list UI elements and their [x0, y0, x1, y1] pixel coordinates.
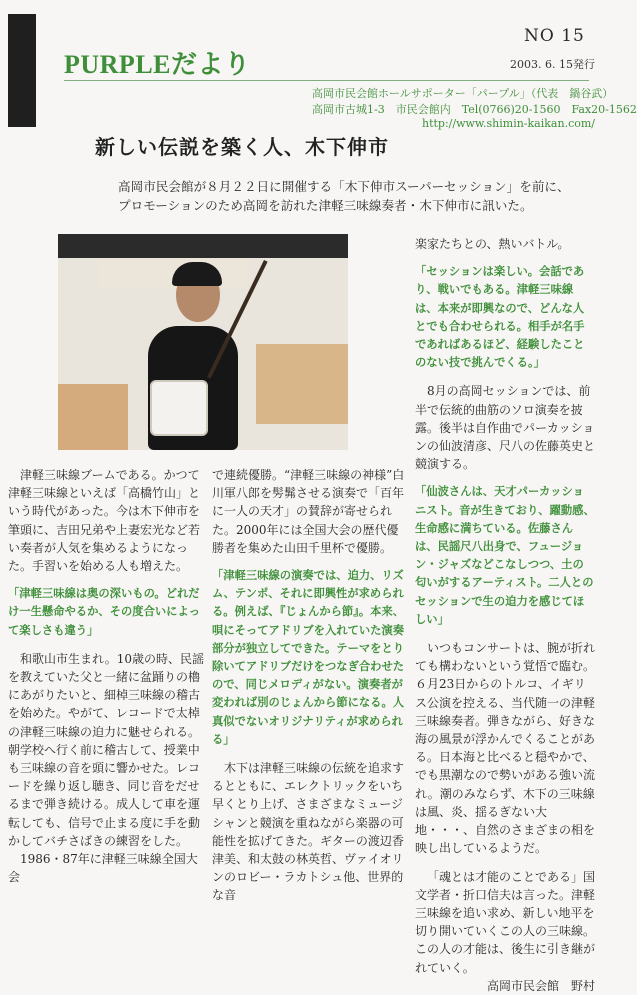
- photo-chair-left: [58, 384, 128, 450]
- masthead-black-bar: [8, 14, 36, 127]
- col1-quote-1: 「津軽三味線は奥の深いもの。どれだけ一生懸命やるか、その度合いによって楽しさも違う」: [8, 587, 201, 637]
- article-column-2: [212, 466, 409, 905]
- col1-paragraph-1: 津軽三味線ブームである。かつて津軽三味線といえば「高橋竹山」という時代があった。今は木下伸市を筆頭に、吉田兄弟や上妻宏光など若い奏者が人気を集めるようになった。手習いを始める人も増えた。: [8, 468, 201, 574]
- website-link[interactable]: http://www.shimin-kaikan.com/: [422, 117, 595, 130]
- col1-paragraph-2: 和歌山市生まれ。10歳の時、民謡を教えていた父と一緒に盆踊りの櫓にあがりたいと、細棹三味線の稽古を始めた。やがて、レコードで太棹の津軽三味線の迫力に魅せられる。朝学校へ行く前に稽古して、授業中も三味線の音を頭に響かせた。レコードを繰り返し聴き、同じ音をだせるまで弾き続ける。成人して車を運転しても、信号で止まる度に手を動かしてバチさばきの練習をした。: [8, 651, 204, 848]
- col3-paragraph-1: 楽家たちとの、熱いバトル。: [415, 237, 570, 251]
- article-headline: 新しい伝説を築く人、木下伸市: [95, 135, 389, 159]
- col3-quote-2: 「仙波さんは、天才パーカッショニスト。音が生きており、躍動感、生命感に満ちている。佐藤さんは、民謡尺八出身で、フュージョン・ジャズなどこなしつつ、土の匂いがするアーティスト。二人とのセッションで生の迫力を感じてほしい」: [415, 485, 595, 626]
- col3-quote-1: 「セッションは楽しい。会話であり、戦いでもある。津軽三味線は、本来が即興なので、どんな人とでも合わせられる。相手が名手であればあるほど、経験したことのない技で挑んでくる。」: [415, 265, 585, 370]
- author-signature: 高岡市民会館 野村: [486, 978, 595, 993]
- article-column-3: [415, 235, 595, 995]
- article-column-1: [8, 466, 204, 886]
- newsletter-title: PURPLEだより: [64, 50, 251, 79]
- photo-top-frame: [58, 234, 348, 258]
- performer-photo: [58, 234, 348, 450]
- address-line: 高岡市古城1-3 市民会館内 Tel(0766)20-1560 Fax20-1562: [312, 103, 637, 116]
- col3-paragraph-2: 8月の高岡セッションでは、前半で伝統的曲筋のソロ演奏を披露。後半は自作曲でパーカッションの仙波清彦、尺八の佐藤英史と競演する。: [415, 384, 596, 472]
- col3-paragraph-4: 「魂とは才能のことである」国文学者・折口信夫は言った。津軽三味線を追い求め、新しい地平を切り開いていくこの人の三味線。この人の才能は、後生に引き継がれていく。: [415, 869, 596, 975]
- col2-quote-1: 「津軽三味線の演奏では、迫力、リズム、テンポ、それに即興性が求められる。例えば、『じょんから節』。本来、唄にそってアドリブを入れていた演奏部分が独立してできた。テーマをとり除いてアドリブだけをつなぎ合わせたので、同じメロディがない。演奏者が変われば別のじょんから節になる。人真似でないオリジナリティが求められる」: [212, 569, 405, 746]
- article-lead: 高岡市民会館が８月２２日に開催する「木下伸市スーパーセッション」を前に、プロモーションのため高岡を訪れた津軽三味線奏者・木下伸市に訊いた。: [118, 179, 570, 213]
- col2-paragraph-1: で連続優勝。“津軽三味線の神様”白川軍八郎を髣髴させる演奏で「百年に一人の天才」の賛辞が寄せられた。2000年には全国大会の歴代優勝者を集めた山田千里杯で優勝。: [212, 468, 405, 555]
- masthead-rule: [64, 80, 589, 81]
- organization-line: 高岡市民会館ホールサポーター「パープル」（代表 鍋谷武）: [312, 87, 614, 100]
- photo-shamisen-body: [150, 380, 208, 436]
- col3-paragraph-3: いつもコンサートは、腕が折れても構わないという覚悟で臨む。６月23日からのトルコ、イギリス公演を控える、当代随一の津軽三味線奏者。弾きながら、好きな海の風景が浮かんでくることがある。日本海と比べると穏やかで、でも黒潮なので勢いがある強い流れ。潮のみならず、木下の三味線は風、炎、揺るぎない大地・・・、自然のさまざまの相を映し出しているようだ。: [415, 641, 596, 856]
- issue-date: 2003. 6. 15発行: [510, 58, 595, 71]
- photo-chair-right: [256, 344, 348, 424]
- col2-paragraph-2: 木下は津軽三味線の伝統を追求するとともに、エレクトリックをいち早くとり上げ、さまざまなミュージシャンと競演を重ねながら楽器の可能性を拡げてきた。ギターの渡辺香津美、和太鼓の林英哲、ヴァイオリンのロビー・ラカトシュ他、世界的な音: [212, 761, 405, 903]
- issue-number: NO 15: [524, 26, 585, 46]
- col1-paragraph-3: 1986・87年に津軽三味線全国大会: [8, 852, 198, 885]
